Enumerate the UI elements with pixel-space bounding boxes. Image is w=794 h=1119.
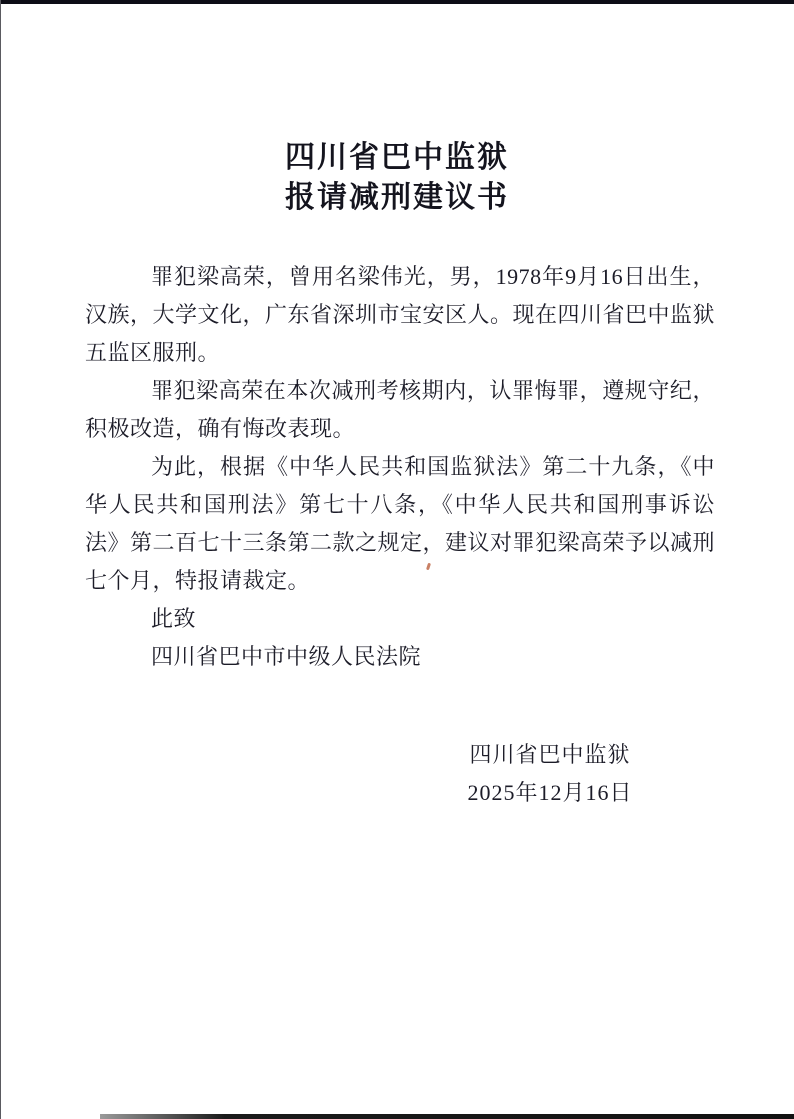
- document-body: [85, 258, 715, 676]
- closing-salute: 此致: [151, 606, 197, 631]
- paragraph-offender-info: 罪犯梁高荣，曾用名梁伟光，男，1978年9月16日出生，汉族，大学文化，广东省深圳市宝安区人。现在四川省巴中监狱五监区服刑。: [85, 264, 716, 365]
- signature-block: [400, 736, 700, 812]
- paragraph-assessment: 罪犯梁高荣在本次减刑考核期内，认罪悔罪，遵规守纪，积极改造，确有悔改表现。: [85, 378, 715, 441]
- scan-edge-top: [0, 0, 794, 4]
- signature-organization: 四川省巴中监狱: [469, 742, 631, 767]
- scan-edge-bottom: [100, 1114, 794, 1119]
- paragraph-legal-basis: 为此，根据《中华人民共和国监狱法》第二十九条，《中华人民共和国刑法》第七十八条，《中华人民共和国刑事诉讼法》第二百七十三条第二款之规定，建议对罪犯梁高荣予以减刑七个月，特报请裁定。: [85, 454, 716, 593]
- document-title-type-line: 报请减刑建议书: [285, 181, 509, 214]
- document-title-org-line: 四川省巴中监狱: [285, 141, 509, 174]
- document-title: [0, 138, 794, 218]
- signature-date: 2025年12月16日: [467, 780, 633, 805]
- closing-recipient-court: 四川省巴中市中级人民法院: [151, 644, 422, 669]
